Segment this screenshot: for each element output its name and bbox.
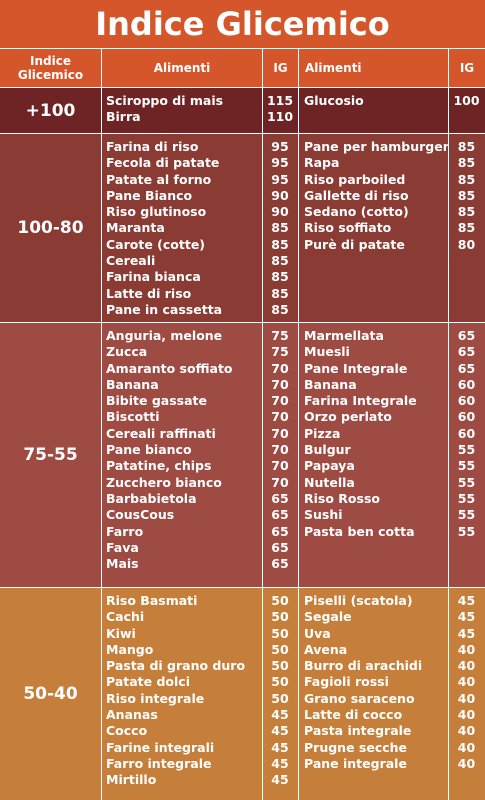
column-divider: [298, 88, 299, 133]
food-name: Avena: [304, 641, 348, 657]
food-name: Patate al forno: [106, 171, 212, 187]
ig-value: 70: [271, 474, 289, 490]
ig-value: 60: [457, 393, 476, 409]
header-ig-right: IG: [448, 48, 485, 87]
ig-value: 70: [271, 442, 289, 458]
ig-value: 85: [271, 285, 289, 301]
food-name: Fagioli rossi: [304, 674, 389, 690]
food-name: Farine integrali: [106, 739, 215, 755]
food-name: Sciroppo di mais: [106, 93, 224, 108]
food-name: Bibite gassate: [106, 393, 208, 409]
food-name: Cereali: [106, 253, 156, 269]
right-food-list: [304, 593, 447, 772]
left-food-list: [106, 328, 260, 572]
ig-value: 60: [457, 425, 476, 441]
ig-value: 85: [457, 204, 476, 220]
ig-value: 55: [457, 490, 476, 506]
header-foods-right: Alimenti: [298, 48, 448, 87]
ig-value: 60: [457, 409, 476, 425]
ig-value: 45: [271, 739, 289, 755]
ig-value: 115: [266, 93, 294, 108]
ig-value: 45: [457, 625, 476, 641]
ig-value: 70: [271, 409, 289, 425]
ig-value: 40: [457, 707, 476, 723]
food-name: Prugne secche: [304, 739, 408, 755]
food-name: Latte di cocco: [304, 707, 403, 723]
food-name: Zucca: [106, 344, 148, 360]
food-name: Marmellata: [304, 328, 384, 343]
food-name: Pane Bianco: [106, 187, 193, 203]
section-2: [0, 322, 485, 587]
food-name: Gallette di riso: [304, 187, 409, 203]
ig-value: 50: [271, 690, 289, 706]
right-ig-list: [448, 139, 485, 253]
column-divider: [101, 588, 102, 800]
food-name: Uva: [304, 625, 331, 641]
food-name: Riso parboiled: [304, 171, 406, 187]
ig-value: 75: [271, 328, 289, 343]
ig-value: 65: [457, 360, 476, 376]
ig-value: 55: [457, 442, 476, 458]
food-name: Riso integrale: [106, 690, 205, 706]
ig-value: 95: [271, 139, 289, 154]
food-name: Latte di riso: [106, 285, 192, 301]
right-food-list: [304, 328, 447, 540]
right-food-list: [304, 93, 447, 109]
left-food-list: [106, 593, 260, 789]
food-name: Fecola di patate: [106, 155, 220, 171]
ig-value: 40: [457, 658, 476, 674]
ig-value: 55: [457, 458, 476, 474]
range-label: 100-80: [17, 218, 84, 238]
food-name: Farina di riso: [106, 139, 199, 154]
right-ig-list: [448, 328, 485, 540]
section-3: [0, 587, 485, 800]
ig-value: 95: [271, 171, 289, 187]
ig-value: 65: [457, 328, 476, 343]
ig-value: 40: [457, 723, 476, 739]
ig-value: 45: [457, 593, 476, 608]
food-name: Cocco: [106, 723, 148, 739]
ig-value: 100: [453, 93, 480, 108]
food-name: Maranta: [106, 220, 165, 236]
food-name: Riso soffiato: [304, 220, 392, 236]
food-name: Sushi: [304, 507, 343, 523]
food-name: Patatine, chips: [106, 458, 212, 474]
food-name: Farro: [106, 523, 144, 539]
ig-value: 65: [271, 523, 289, 539]
ig-value: 50: [271, 593, 289, 608]
ig-value: 85: [457, 139, 476, 154]
food-name: Glucosio: [304, 93, 364, 108]
ig-value: 110: [266, 109, 294, 125]
food-name: Pane bianco: [106, 442, 192, 458]
right-ig-list: [448, 593, 485, 772]
ig-value: 90: [271, 187, 289, 203]
ig-value: 55: [457, 523, 476, 539]
ig-value: 85: [271, 253, 289, 269]
food-name: Mais: [106, 556, 139, 572]
food-name: Amaranto soffiato: [106, 360, 233, 376]
food-name: Orzo perlato: [304, 409, 392, 425]
ig-value: 75: [271, 344, 289, 360]
ig-value: 70: [271, 458, 289, 474]
ig-value: 40: [457, 641, 476, 657]
food-name: Bulgur: [304, 442, 351, 458]
food-name: Birra: [106, 109, 141, 125]
ig-value: 55: [457, 507, 476, 523]
food-name: Nutella: [304, 474, 355, 490]
food-name: Farina Integrale: [304, 393, 417, 409]
food-name: Burro di arachidi: [304, 658, 423, 674]
left-food-list: [106, 93, 260, 126]
food-name: Zucchero bianco: [106, 474, 222, 490]
ig-value: 85: [271, 220, 289, 236]
ig-value: 65: [271, 539, 289, 555]
food-name: Muesli: [304, 344, 350, 360]
ig-value: 45: [271, 707, 289, 723]
food-name: Carote (cotte): [106, 236, 206, 252]
food-name: Pane integrale: [304, 755, 407, 771]
ig-value: 45: [457, 609, 476, 625]
food-name: Banana: [304, 376, 357, 392]
left-ig-list: [262, 93, 298, 126]
range-label: 50-40: [23, 684, 78, 704]
food-name: Sedano (cotto): [304, 204, 409, 220]
ig-value: 85: [457, 155, 476, 171]
column-divider: [298, 134, 299, 322]
ig-value: 90: [271, 204, 289, 220]
ig-value: 50: [271, 658, 289, 674]
ig-value: 85: [457, 220, 476, 236]
food-name: Pane Integrale: [304, 360, 408, 376]
food-name: Pasta ben cotta: [304, 523, 415, 539]
food-name: Ananas: [106, 707, 158, 723]
ig-value: 45: [271, 772, 289, 788]
ig-value: 85: [271, 236, 289, 252]
food-name: Farro integrale: [106, 755, 212, 771]
page-title: Indice Glicemico: [0, 0, 485, 48]
food-name: Grano saraceno: [304, 690, 415, 706]
food-name: Pizza: [304, 425, 341, 441]
ig-value: 55: [457, 474, 476, 490]
food-name: Fava: [106, 539, 139, 555]
column-divider: [101, 323, 102, 587]
ig-value: 85: [457, 187, 476, 203]
ig-value: 50: [271, 674, 289, 690]
section-1: [0, 133, 485, 322]
food-name: CousCous: [106, 507, 175, 523]
ig-value: 85: [271, 269, 289, 285]
ig-value: 45: [271, 723, 289, 739]
column-divider: [101, 134, 102, 322]
food-name: Riso Rosso: [304, 490, 380, 506]
left-food-list: [106, 139, 260, 318]
food-name: Patate dolci: [106, 674, 190, 690]
ig-value: 70: [271, 376, 289, 392]
ig-value: 40: [457, 674, 476, 690]
food-name: Pane in cassetta: [106, 301, 223, 317]
food-name: Cachi: [106, 609, 145, 625]
ig-value: 85: [271, 301, 289, 317]
food-name: Pane per hamburger: [304, 139, 449, 154]
ig-value: 65: [271, 490, 289, 506]
food-name: Purè di patate: [304, 236, 405, 252]
right-ig-list: [448, 93, 485, 109]
header-index: Indice Glicemico: [0, 48, 101, 87]
left-ig-list: [262, 593, 298, 789]
ig-value: 65: [271, 556, 289, 572]
left-ig-list: [262, 328, 298, 572]
ig-value: 85: [457, 171, 476, 187]
ig-value: 40: [457, 755, 476, 771]
ig-value: 65: [271, 507, 289, 523]
ig-value: 70: [271, 425, 289, 441]
food-name: Segale: [304, 609, 352, 625]
column-divider: [298, 323, 299, 587]
ig-value: 70: [271, 360, 289, 376]
ig-value: 65: [457, 344, 476, 360]
ig-value: 40: [457, 690, 476, 706]
food-name: Piselli (scatola): [304, 593, 413, 608]
left-ig-list: [262, 139, 298, 318]
ig-value: 50: [271, 625, 289, 641]
column-divider: [101, 88, 102, 133]
ig-value: 45: [271, 755, 289, 771]
header-ig-left: IG: [262, 48, 298, 87]
range-label: 75-55: [23, 445, 78, 465]
food-name: Cereali raffinati: [106, 425, 216, 441]
ig-value: 40: [457, 739, 476, 755]
food-name: Anguria, melone: [106, 328, 223, 343]
ig-value: 95: [271, 155, 289, 171]
food-name: Kiwi: [106, 625, 136, 641]
food-name: Rapa: [304, 155, 340, 171]
column-divider: [298, 588, 299, 800]
right-food-list: [304, 139, 447, 253]
ig-value: 50: [271, 609, 289, 625]
ig-value: 70: [271, 393, 289, 409]
header-foods-left: Alimenti: [101, 48, 262, 87]
ig-value: 80: [457, 236, 476, 252]
range-label: +100: [25, 100, 76, 121]
ig-value: 50: [271, 641, 289, 657]
food-name: Papaya: [304, 458, 355, 474]
food-name: Riso glutinoso: [106, 204, 207, 220]
food-name: Mango: [106, 641, 154, 657]
food-name: Mirtillo: [106, 772, 157, 788]
section-0: [0, 87, 485, 133]
food-name: Pasta integrale: [304, 723, 412, 739]
food-name: Farina bianca: [106, 269, 201, 285]
food-name: Banana: [106, 376, 159, 392]
food-name: Barbabietola: [106, 490, 197, 506]
food-name: Biscotti: [106, 409, 160, 425]
ig-value: 60: [457, 376, 476, 392]
food-name: Pasta di grano duro: [106, 658, 246, 674]
food-name: Riso Basmati: [106, 593, 198, 608]
